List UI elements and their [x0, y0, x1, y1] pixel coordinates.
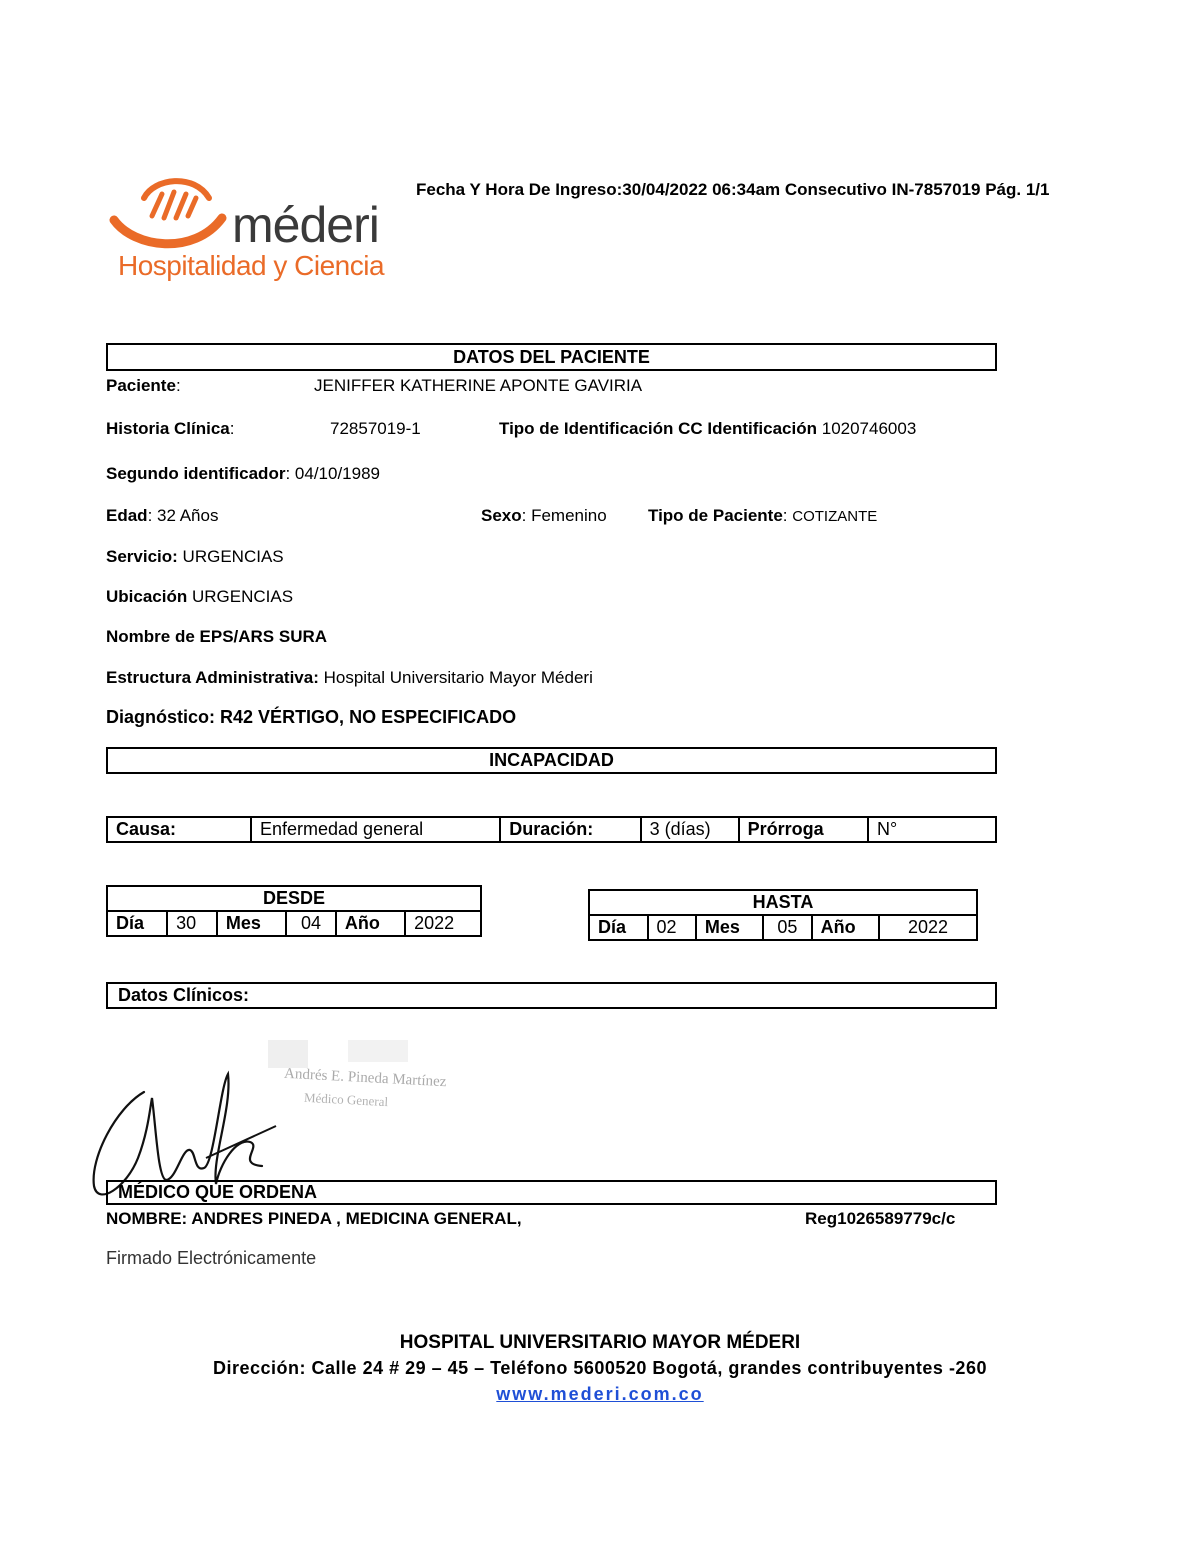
- incapacidad-section-title: INCAPACIDAD: [106, 747, 997, 774]
- patient-section-title: DATOS DEL PACIENTE: [106, 343, 997, 371]
- desde-mes-value: 04: [286, 911, 336, 936]
- tipo-id-label: Tipo de Identificación CC Identificación: [499, 419, 817, 438]
- website-link[interactable]: www.mederi.com.co: [496, 1384, 704, 1404]
- prorroga-label: Prórroga: [739, 817, 868, 842]
- edad-value: 32 Años: [157, 506, 219, 525]
- diagnostico-label: Diagnóstico:: [106, 707, 216, 727]
- servicio-row: [106, 547, 284, 567]
- consecutivo-value: IN-7857019: [891, 180, 981, 199]
- logo-tagline: Hospitalidad y Ciencia: [118, 250, 385, 281]
- hasta-mes-label: Mes: [696, 915, 763, 940]
- estructura-label: Estructura Administrativa:: [106, 668, 319, 687]
- ubicacion-row: [106, 587, 293, 607]
- logo-brand: méderi: [232, 197, 379, 253]
- hasta-ano-value: 2022: [879, 915, 977, 940]
- diagnostico-value: R42 VÉRTIGO, NO ESPECIFICADO: [220, 707, 517, 727]
- medico-nombre: NOMBRE: ANDRES PINEDA , MEDICINA GENERAL,: [106, 1209, 522, 1228]
- tipo-id-row: [499, 419, 916, 439]
- medico-section-title: MÉDICO QUE ORDENA: [106, 1180, 997, 1205]
- admission-header: [416, 180, 1049, 200]
- datos-clinicos-label: Datos Clínicos:: [106, 982, 997, 1009]
- tipo-paciente-label: Tipo de Paciente: [648, 506, 783, 525]
- desde-table: [106, 885, 482, 937]
- desde-ano-value: 2022: [405, 911, 481, 936]
- segundo-value: 04/10/1989: [294, 464, 380, 483]
- desde-mes-label: Mes: [217, 911, 286, 936]
- ubicacion-value: URGENCIAS: [191, 587, 294, 606]
- edad-row: Edad: 32 Años: [106, 506, 219, 525]
- causa-label: Causa:: [107, 817, 251, 842]
- firmado-text: Firmado Electrónicamente: [106, 1248, 317, 1268]
- paciente-value: JENIFFER KATHERINE APONTE GAVIRIA: [314, 376, 643, 395]
- estructura-value: Hospital Universitario Mayor Méderi: [323, 668, 593, 687]
- footer-direccion: Dirección: Calle 24 # 29 – 45 – Teléfono 5600520 Bogotá, grandes contribuyentes -260: [213, 1358, 987, 1378]
- servicio-label: Servicio:: [106, 547, 178, 566]
- ubicacion-label: Ubicación: [106, 587, 188, 606]
- hasta-title: HASTA: [589, 890, 977, 915]
- desde-dia-label: Día: [107, 911, 167, 936]
- hasta-dia-value: 02: [648, 915, 696, 940]
- sexo-row: Sexo: Femenino: [481, 506, 607, 525]
- footer-hospital: HOSPITAL UNIVERSITARIO MAYOR MÉDERI: [399, 1332, 801, 1353]
- desde-dia-value: 30: [167, 911, 217, 936]
- stamp-smudge-icon: [348, 1040, 408, 1062]
- historia-label: Historia Clínica: [106, 419, 230, 438]
- segundo-row: Segundo identificador: 04/10/1989: [106, 464, 380, 483]
- ingreso-label: Fecha Y Hora De Ingreso:: [416, 180, 623, 199]
- hasta-dia-label: Día: [589, 915, 648, 940]
- diagnostico-row: [106, 707, 516, 728]
- tipo-paciente-row: Tipo de Paciente: COTIZANTE: [648, 506, 878, 525]
- segundo-label: Segundo identificador: [106, 464, 286, 483]
- page-number: Pág. 1/1: [985, 180, 1050, 199]
- hasta-mes-value: 05: [763, 915, 811, 940]
- hasta-ano-label: Año: [812, 915, 879, 940]
- duracion-value: 3 (días): [641, 817, 739, 842]
- historia-value: 72857019-1: [330, 419, 421, 438]
- medico-registro: Reg1026589779c/c: [805, 1209, 956, 1228]
- estructura-row: [106, 668, 593, 688]
- prorroga-value: N°: [868, 817, 996, 842]
- edad-label: Edad: [106, 506, 148, 525]
- historia-row: Historia Clínica:: [106, 419, 235, 438]
- desde-title: DESDE: [107, 886, 481, 911]
- ingreso-value: 30/04/2022 06:34am: [622, 180, 781, 199]
- mederi-logo: [104, 160, 394, 300]
- paciente-row: Paciente:: [106, 376, 181, 395]
- desde-ano-label: Año: [336, 911, 405, 936]
- servicio-value: URGENCIAS: [182, 547, 284, 566]
- stamp-smudge-icon: [268, 1040, 308, 1068]
- sexo-value: Femenino: [531, 506, 607, 525]
- stamp-name: Andrés E. Pineda Martínez: [283, 1065, 447, 1091]
- tipo-paciente-value: COTIZANTE: [792, 508, 878, 525]
- tipo-id-value: 1020746003: [821, 419, 917, 438]
- doctor-stamp: [268, 1040, 458, 1130]
- sexo-label: Sexo: [481, 506, 522, 525]
- causa-value: Enfermedad general: [251, 817, 500, 842]
- hands-logo-icon: [104, 168, 234, 258]
- duracion-label: Duración:: [500, 817, 640, 842]
- eps-label: Nombre de EPS/ARS SURA: [106, 627, 328, 646]
- paciente-label: Paciente: [106, 376, 176, 395]
- consecutivo-label: Consecutivo: [784, 180, 887, 199]
- stamp-role: Médico General: [303, 1089, 389, 1110]
- incapacidad-table: [106, 816, 997, 843]
- hasta-table: [588, 889, 978, 941]
